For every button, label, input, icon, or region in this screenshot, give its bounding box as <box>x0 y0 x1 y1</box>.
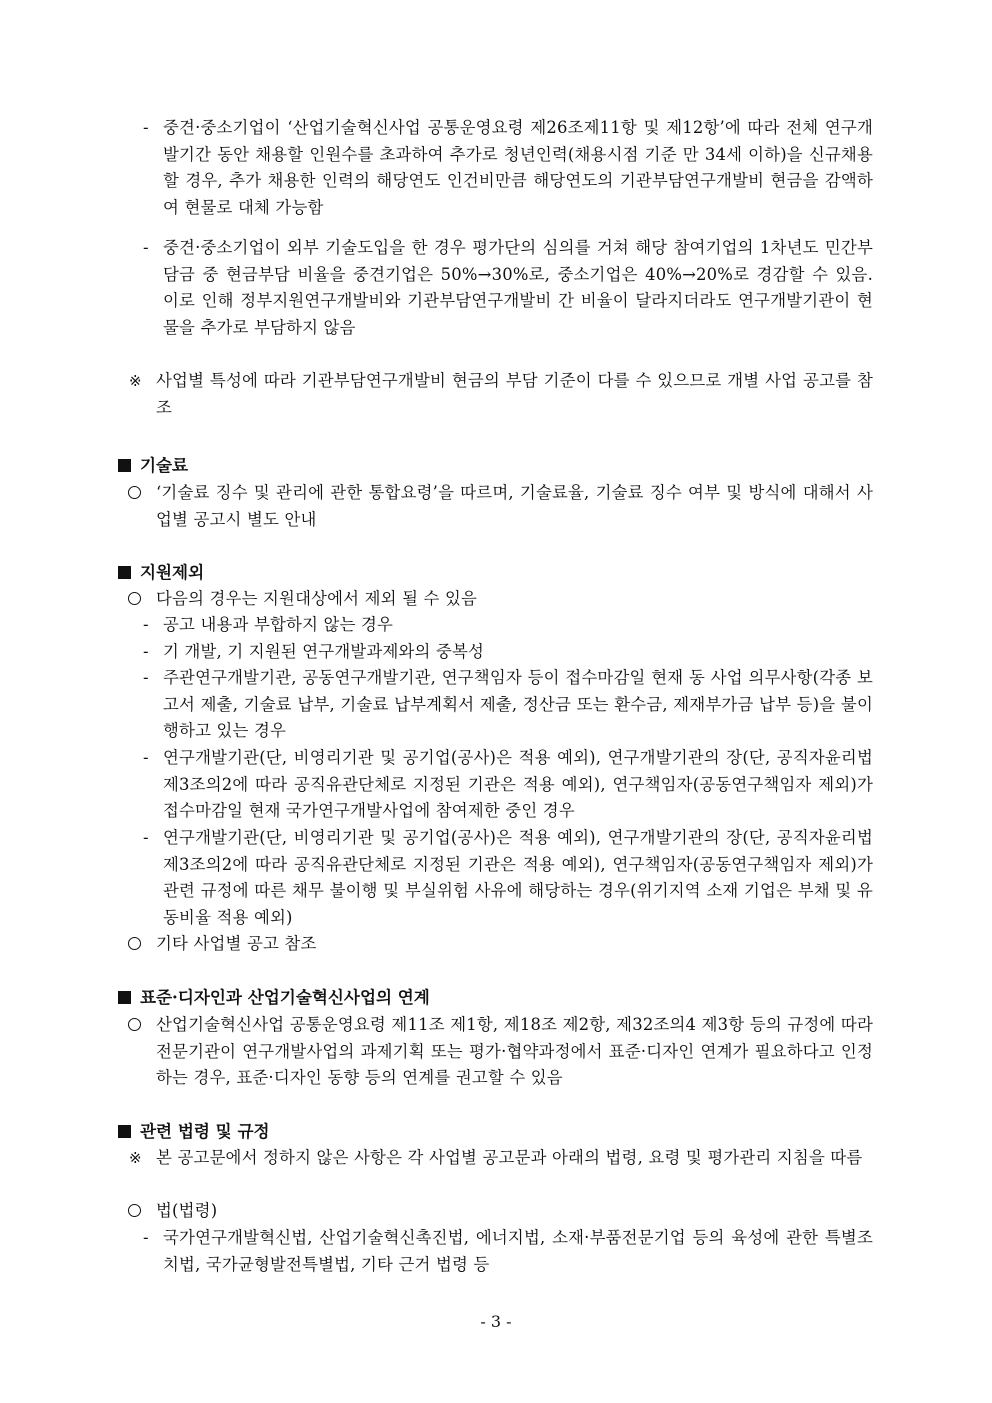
circle-bullet-icon <box>128 586 141 613</box>
circle-bullet-icon <box>128 1012 141 1039</box>
dash-item: 공고 내용과 부합하지 않는 경우 <box>163 615 394 634</box>
dash-marker: - <box>143 642 149 661</box>
square-bullet-icon <box>118 459 131 472</box>
section-heading <box>118 452 188 479</box>
dash-item: 주관연구개발기관, 공동연구개발기관, 연구책임자 등이 접수마감일 현재 동 사업 의무사항(각종 보고서 제출, 기술료 납부, 기술료 납부계획서 제출, 정산금 또는 환수금, 제재부가금 납부 등)을 불이행하고 있는 경우 <box>163 668 873 741</box>
dash-item: 국가연구개발혁신법, 산업기술혁신촉진법, 에너지법, 소재·부품전문기업 등의 육성에 관한 특별조치법, 국가균형발전특별법, 기타 근거 법령 등 <box>163 1228 873 1274</box>
section-title: 기술료 <box>140 455 189 475</box>
dash-item: 연구개발기관(단, 비영리기관 및 공기업(공사)은 적용 예외), 연구개발기관의 장(단, 공직자윤리법 제3조의2에 따라 공직유관단체로 지정된 기관은 적용 예외), 연구책임자(공동연구책임자 제외)가 관련 규정에 따른 채무 불이행 및 부실위험 사유에 해당하는 경우(위기지역 소재 기업은 부채 및 유동비율 적용 예외) <box>163 828 873 927</box>
page-number: - 3 - <box>480 1312 512 1331</box>
dash-marker: - <box>143 1228 149 1247</box>
note-text: 본 공고문에서 정하지 않은 사항은 각 사업별 공고문과 아래의 법령, 요령 및 평가관리 지침을 따름 <box>156 1148 863 1167</box>
dash-marker: - <box>143 668 149 687</box>
dash-marker: - <box>143 748 149 767</box>
section-heading <box>118 1118 270 1145</box>
circle-bullet-icon <box>128 931 141 958</box>
section-title: 관련 법령 및 규정 <box>140 1121 270 1141</box>
dash-item: 중견·중소기업이 외부 기술도입을 한 경우 평가단의 심의를 거쳐 해당 참여기업의 1차년도 민간부담금 중 현금부담 비율을 중견기업은 50%→30%로, 중소기업은 40%→20%로 경감할 수 있음. 이로 인해 정부지원연구개발비와 기관부담연구개발비 간 비율이 달라지더라도 연구개발기관이 현물을 추가로 부담하지 않음 <box>163 238 873 337</box>
section-heading <box>118 984 430 1011</box>
square-bullet-icon <box>118 991 131 1004</box>
list-item: 산업기술혁신사업 공통운영요령 제11조 제1항, 제18조 제2항, 제32조의4 제3항 등의 규정에 따라 전문기관이 연구개발사업의 과제기획 또는 평가·협약과정에서 표준·디자인 연계가 필요하다고 인정하는 경우, 표준·디자인 동향 등의 연계를 권고할 수 있음 <box>156 1015 873 1088</box>
dash-item: 연구개발기관(단, 비영리기관 및 공기업(공사)은 적용 예외), 연구개발기관의 장(단, 공직자윤리법 제3조의2에 따라 공직유관단체로 지정된 기관은 적용 예외), 연구책임자(공동연구책임자 제외)가 접수마감일 현재 국가연구개발사업에 참여제한 중인 경우 <box>163 748 873 821</box>
list-item: 다음의 경우는 지원대상에서 제외 될 수 있음 <box>156 589 478 608</box>
section-heading <box>118 559 204 586</box>
list-item: 법(법령) <box>156 1201 218 1220</box>
dash-marker: - <box>143 615 149 634</box>
dash-marker: - <box>143 238 149 257</box>
circle-bullet-icon <box>128 480 141 507</box>
reference-mark-icon: ※ <box>129 372 142 390</box>
circle-bullet-icon <box>128 1198 141 1225</box>
note-text: 사업별 특성에 따라 기관부담연구개발비 현금의 부담 기준이 다를 수 있으므로 개별 사업 공고를 참조 <box>156 371 873 417</box>
dash-item: 중견·중소기업이 ‘산업기술혁신사업 공통운영요령 제26조제11항 및 제12항’에 따라 전체 연구개발기간 동안 채용할 인원수를 초과하여 추가로 청년인력(채용시점 기준 만 34세 이하)을 신규채용 할 경우, 추가 채용한 인력의 해당연도 인건비만큼 해당연도의 기관부담연구개발비 현금을 감액하여 현물로 대체 가능함 <box>163 118 873 217</box>
square-bullet-icon <box>118 1125 131 1138</box>
dash-marker: - <box>143 118 149 137</box>
section-title: 지원제외 <box>140 562 205 582</box>
dash-marker: - <box>143 828 149 847</box>
square-bullet-icon <box>118 566 131 579</box>
list-item: ‘기술료 징수 및 관리에 관한 통합요령’을 따르며, 기술료율, 기술료 징수 여부 및 방식에 대해서 사업별 공고시 별도 안내 <box>156 483 873 529</box>
section-title: 표준·디자인과 산업기술혁신사업의 연계 <box>140 987 430 1007</box>
list-item: 기타 사업별 공고 참조 <box>156 934 317 953</box>
reference-mark-icon: ※ <box>129 1149 142 1167</box>
dash-item: 기 개발, 기 지원된 연구개발과제와의 중복성 <box>163 642 485 661</box>
